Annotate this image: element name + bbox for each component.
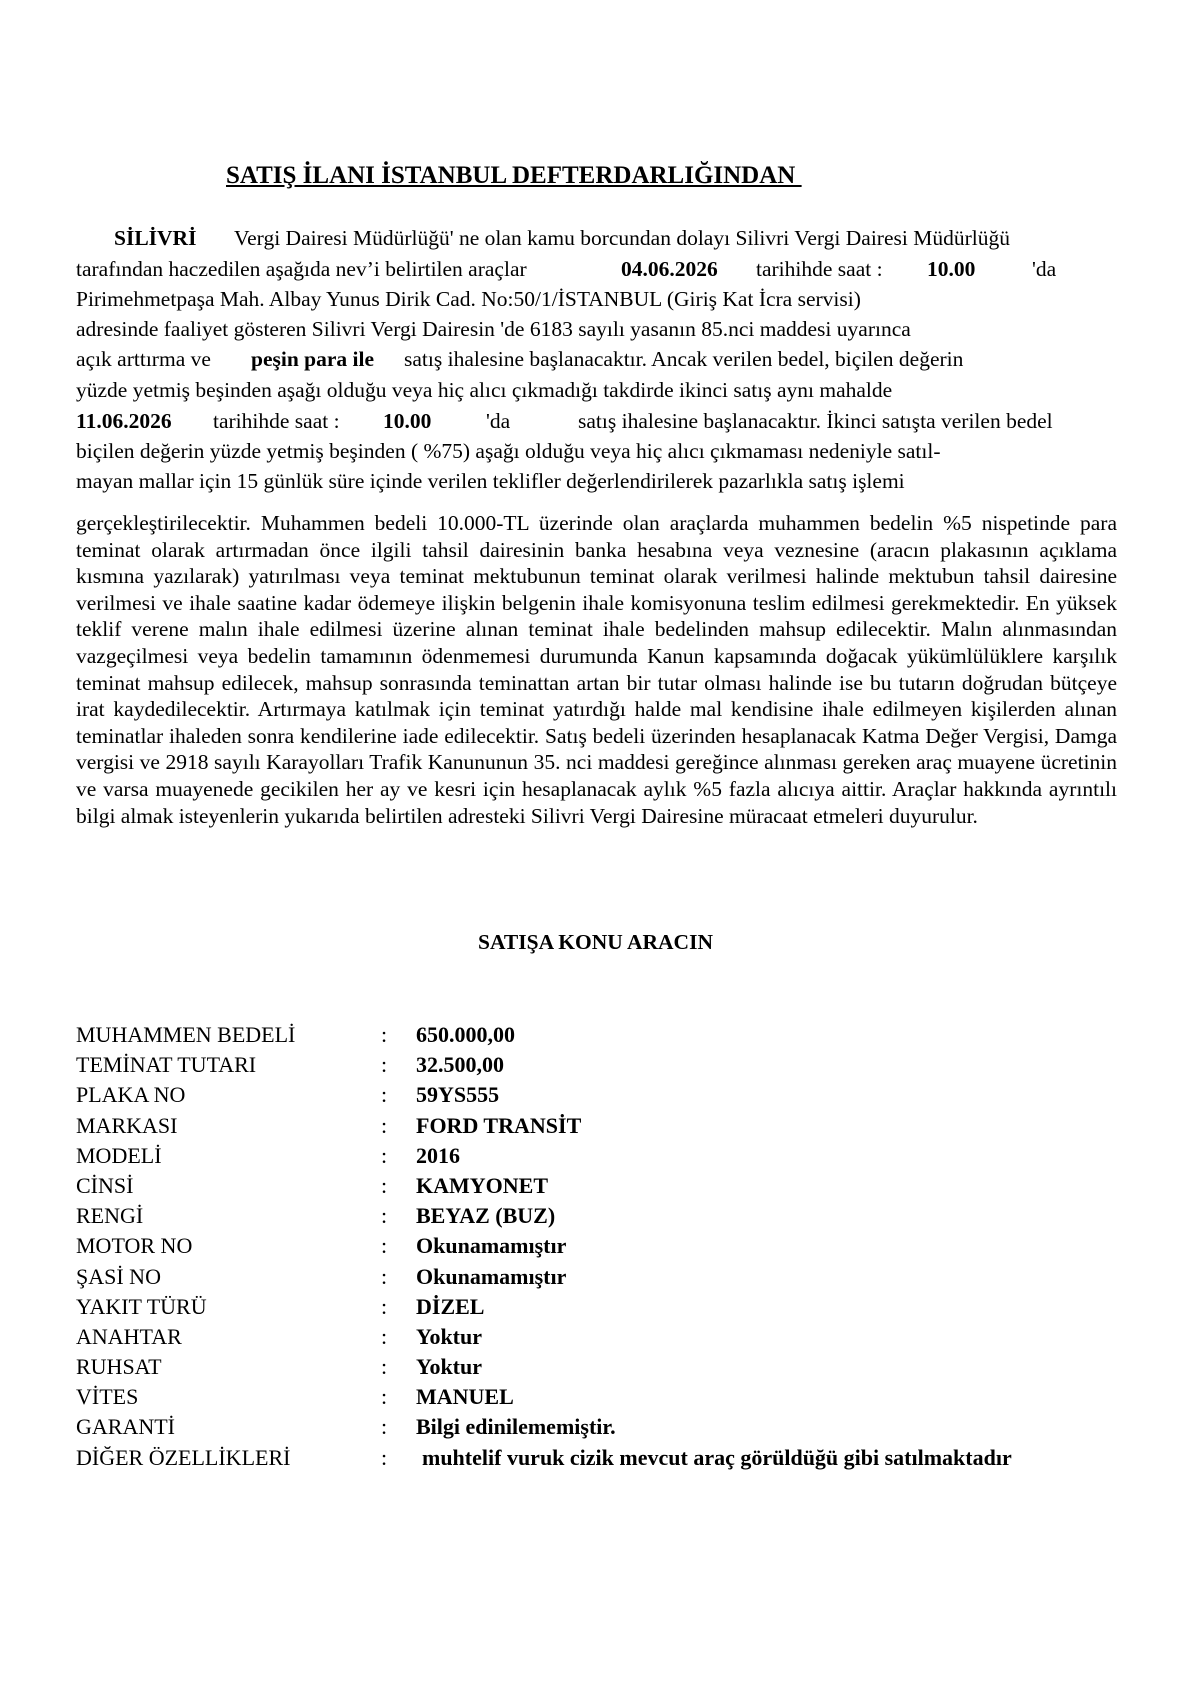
spec-label: DİĞER ÖZELLİKLERİ bbox=[76, 1444, 291, 1470]
intro-line-2-part-1: tarafından haczedilen aşağıda nev’i belirtilen araçlar bbox=[76, 257, 527, 281]
spec-label: RENGİ bbox=[76, 1203, 144, 1229]
spec-label: VİTES bbox=[76, 1384, 139, 1410]
intro-line-9-part-1: mayan mallar için 15 günlük süre içinde verilen teklifler değerlendirilerek pazarlıkla satış işlemi bbox=[76, 469, 905, 493]
spec-row bbox=[76, 1231, 1176, 1261]
intro-line-7-part-5: satış ihalesine başlanacaktır. İkinci satışta verilen bedel bbox=[578, 409, 1053, 433]
intro-line-1-part-2: Vergi Dairesi Müdürlüğü' ne olan kamu borcundan dolayı Silivri Vergi Dairesi Müdürlüğü bbox=[234, 226, 1010, 250]
spec-label: PLAKA NO bbox=[76, 1082, 186, 1108]
spec-colon: : bbox=[381, 1293, 388, 1319]
spec-row bbox=[76, 1262, 1176, 1292]
spec-row bbox=[76, 1443, 1176, 1473]
intro-line-8-part-1: biçilen değerin yüzde yetmiş beşinden ( %75) aşağı olduğu veya hiç alıcı çıkmaması nedeniyle satıl- bbox=[76, 439, 941, 463]
spec-value: Bilgi edinilememiştir. bbox=[416, 1414, 616, 1440]
intro-line-2-part-5: 'da bbox=[1032, 257, 1057, 281]
intro-line-2-part-4: 10.00 bbox=[927, 257, 976, 281]
spec-label: YAKIT TÜRÜ bbox=[76, 1293, 207, 1319]
document-title: SATIŞ İLANI İSTANBUL DEFTERDARLIĞINDAN bbox=[226, 162, 802, 189]
spec-label: CİNSİ bbox=[76, 1172, 134, 1198]
spec-label: MOTOR NO bbox=[76, 1233, 193, 1259]
spec-colon: : bbox=[381, 1323, 388, 1349]
spec-label: RUHSAT bbox=[76, 1354, 162, 1380]
spec-value: Yoktur bbox=[416, 1354, 483, 1380]
spec-value: Okunamamıştır bbox=[416, 1263, 567, 1289]
spec-value: 650.000,00 bbox=[416, 1022, 515, 1047]
spec-value: BEYAZ (BUZ) bbox=[416, 1203, 556, 1229]
spec-row bbox=[76, 1322, 1176, 1352]
spec-label: TEMİNAT TUTARI bbox=[76, 1052, 257, 1078]
intro-line-4-part-1: adresinde faaliyet gösteren Silivri Vergi Dairesin 'de 6183 sayılı yasanın 85.nci maddesi uyarınca bbox=[76, 317, 911, 341]
spec-label: ANAHTAR bbox=[76, 1323, 182, 1349]
intro-line-7-part-2: tarihihde saat : bbox=[213, 409, 340, 433]
spec-colon: : bbox=[381, 1022, 388, 1047]
spec-value: FORD TRANSİT bbox=[416, 1112, 582, 1138]
spec-colon: : bbox=[381, 1082, 388, 1108]
spec-colon: : bbox=[381, 1233, 388, 1259]
spec-row bbox=[76, 1141, 1176, 1171]
spec-colon: : bbox=[381, 1354, 388, 1380]
spec-label: GARANTİ bbox=[76, 1414, 175, 1440]
intro-line-5-part-1: açık arttırma ve bbox=[76, 347, 211, 371]
vehicle-spec-list bbox=[76, 1020, 1176, 1473]
spec-row bbox=[76, 1352, 1176, 1382]
intro-line-7-part-1: 11.06.2026 bbox=[76, 409, 172, 433]
intro-line-2-part-3: tarihihde saat : bbox=[756, 257, 883, 281]
spec-colon: : bbox=[381, 1112, 388, 1138]
intro-line-5-part-3: satış ihalesine başlanacaktır. Ancak verilen bedel, biçilen değerin bbox=[404, 347, 964, 371]
spec-value: 59YS555 bbox=[416, 1082, 500, 1108]
spec-value: Yoktur bbox=[416, 1323, 483, 1349]
spec-label: MODELİ bbox=[76, 1142, 162, 1168]
intro-line-7-part-4: 'da bbox=[486, 409, 511, 433]
section-title: SATIŞA KONU ARACIN bbox=[478, 930, 713, 954]
spec-row bbox=[76, 1171, 1176, 1201]
spec-colon: : bbox=[381, 1142, 388, 1168]
spec-value: Okunamamıştır bbox=[416, 1233, 567, 1259]
spec-value: DİZEL bbox=[416, 1293, 485, 1319]
spec-value: muhtelif vuruk cizik mevcut araç görüldüğü gibi satılmaktadır bbox=[422, 1444, 1012, 1470]
spec-row bbox=[76, 1201, 1176, 1231]
intro-line-5-part-2: peşin para ile bbox=[251, 347, 375, 371]
spec-colon: : bbox=[381, 1052, 388, 1078]
spec-colon: : bbox=[381, 1384, 388, 1410]
spec-row bbox=[76, 1292, 1176, 1322]
spec-value: 32.500,00 bbox=[416, 1052, 504, 1078]
spec-label: ŞASİ NO bbox=[76, 1263, 161, 1289]
body-paragraph: gerçekleştirilecektir. Muhammen bedeli 10.000-TL üzerinde olan araçlarda muhammen bedelin %5 nispetinde para teminat olarak artırmadan önce ilgili tahsil dairesinin banka hesabına veya veznesine (aracın plakasının açıklama kısmına yazılarak) yatırılması veya teminat mektubunun teminat olarak verilmesi halinde mektubun tahsil dairesine verilmesi ve ihale saatine kadar ödemeye ilişkin belgenin ihale komisyonuna teslim edilmesi gerekmektedir. En yüksek teklif verene malın ihale edilmesi üzerine alınan teminat ihale bedelinden mahsup edilecektir. Malın alınmasından vazgeçilmesi veya bedelin tamamının ödenmemesi durumunda Kanun kapsamında doğacak yükümlülüklere karşılık teminat mahsup edilecek, mahsup sonrasında teminattan artan bir tutar olması halinde ise bu tutarın doğrudan bütçeye irat kaydedilecektir. Artırmaya katılmak için teminat yatırdığı halde mal kendisine ihale edilmeyen kişilerden alınan teminatlar ihaleden sonra kendilerine iade edilecektir. Satış bedeli üzerinden hesaplanacak Katma Değer Vergisi, Damga vergisi ve 2918 sayılı Karayolları Trafik Kanununun 35. nci maddesi gereğince alınması gereken araç muayene ücretinin ve varsa muayenede gecikilen her ay ve kesri için hesaplanacak aylık %5 fazla alıcıya aittir. Araçlar hakkında ayrıntılı bilgi almak isteyenlerin yukarıda belirtilen adresteki Silivri Vergi Dairesine müracaat etmeleri duyurulur. bbox=[76, 511, 1117, 828]
spec-row bbox=[76, 1020, 1176, 1050]
spec-row bbox=[76, 1111, 1176, 1141]
spec-colon: : bbox=[381, 1263, 388, 1289]
spec-colon: : bbox=[381, 1172, 388, 1198]
spec-value: MANUEL bbox=[416, 1384, 514, 1410]
intro-line-2-part-2: 04.06.2026 bbox=[621, 257, 718, 281]
spec-row bbox=[76, 1050, 1176, 1080]
intro-line-6-part-1: yüzde yetmiş beşinden aşağı olduğu veya hiç alıcı çıkmadığı takdirde ikinci satış aynı mahalde bbox=[76, 378, 893, 402]
intro-line-1-part-1: SİLİVRİ bbox=[114, 226, 197, 250]
spec-label: MARKASI bbox=[76, 1112, 178, 1138]
spec-value: 2016 bbox=[416, 1142, 460, 1168]
spec-label: MUHAMMEN BEDELİ bbox=[76, 1022, 296, 1047]
intro-line-3-part-1: Pirimehmetpaşa Mah. Albay Yunus Dirik Cad. No:50/1/İSTANBUL (Giriş Kat İcra servisi) bbox=[76, 287, 861, 311]
spec-colon: : bbox=[381, 1414, 388, 1440]
intro-line-7-part-3: 10.00 bbox=[383, 409, 432, 433]
spec-row bbox=[76, 1412, 1176, 1442]
spec-colon: : bbox=[381, 1444, 388, 1470]
spec-row bbox=[76, 1080, 1176, 1110]
spec-row bbox=[76, 1382, 1176, 1412]
spec-colon: : bbox=[381, 1203, 388, 1229]
spec-value: KAMYONET bbox=[416, 1172, 548, 1198]
